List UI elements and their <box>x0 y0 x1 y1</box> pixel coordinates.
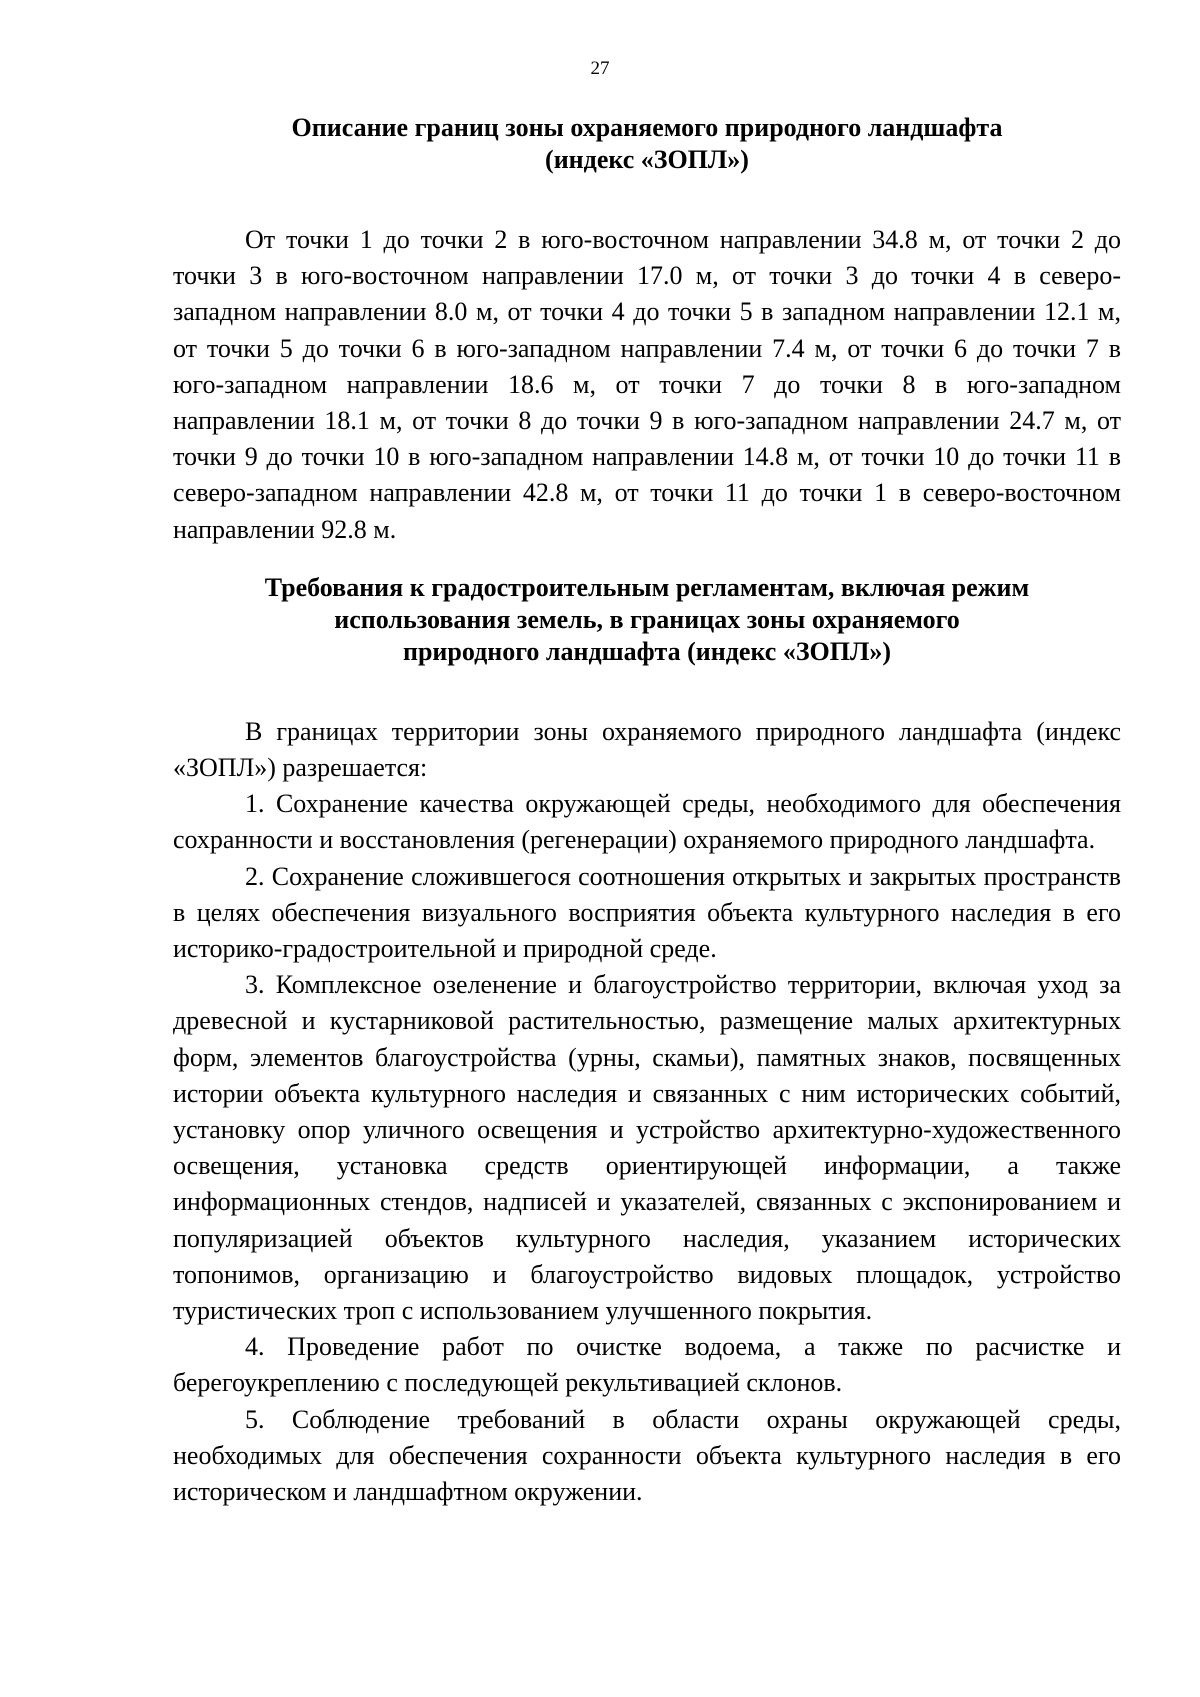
list-item: 5. Соблюдение требований в области охраны окружающей среды, необходимых для обеспечения сохранности объекта культурного наследия в его историческом и ландшафтном окружении. <box>173 1404 1121 1507</box>
page-content <box>173 112 1121 1510</box>
heading-line: (индекс «ЗОПЛ») <box>545 145 749 174</box>
heading-line: природного ландшафта (индекс «ЗОПЛ») <box>402 636 892 666</box>
requirements-intro: В границах территории зоны охраняемого природного ландшафта (индекс «ЗОПЛ») разрешается: <box>173 716 1121 783</box>
heading-line: Описание границ зоны охраняемого природного ландшафта <box>291 113 1003 142</box>
list-item: 3. Комплексное озеленение и благоустройство территории, включая уход за древесной и кустарниковой растительностью, размещение малых архитектурных форм, элементов благоустройства (урны, скамьи), памятных знаков, посвященных истории объекта культурного наследия и связанных с ним исторических событий, установку опор уличного освещения и устройство архитектурно-художественного освещения, установка средств ориентирующей информации, а также информационных стендов, надписей и указателей, связанных с экспонированием и популяризацией объектов культурного наследия, указанием исторических топонимов, организацию и благоустройство видовых площадок, устройство туристических троп с использованием улучшенного покрытия. <box>173 970 1121 1326</box>
boundary-description: От точки 1 до точки 2 в юго-восточном направлении 34.8 м, от точки 2 до точки 3 в юго-восточном направлении 17.0 м, от точки 3 до точки 4 в северо-западном направлении 8.0 м, от точки 4 до точки 5 в западном направлении 12.1 м, от точки 5 до точки 6 в юго-западном направлении 7.4 м, от точки 6 до точки 7 в юго-западном направлении 18.6 м, от точки 7 до точки 8 в юго-западном направлении 18.1 м, от точки 8 до точки 9 в юго-западном направлении 24.7 м, от точки 9 до точки 10 в юго-западном направлении 14.8 м, от точки 10 до точки 11 в северо-западном направлении 42.8 м, от точки 11 до точки 1 в северо-восточном направлении 92.8 м. <box>173 225 1121 544</box>
heading-line: использования земель, в границах зоны охраняемого <box>334 604 960 634</box>
section-heading-boundaries <box>173 112 1121 176</box>
page-number: 27 <box>590 58 610 79</box>
heading-line: Требования к градостроительным регламентам, включая режим <box>264 572 1030 602</box>
list-item: 1. Сохранение качества окружающей среды, необходимого для обеспечения сохранности и восстановления (регенерации) охраняемого природного ландшафта. <box>173 789 1121 855</box>
section-heading-requirements <box>173 572 1121 668</box>
list-item: 4. Проведение работ по очистке водоема, а также по расчистке и берегоукреплению с последующей рекультивацией склонов. <box>173 1332 1121 1398</box>
list-item: 2. Сохранение сложившегося соотношения открытых и закрытых пространств в целях обеспечения визуального восприятия объекта культурного наследия в его историко-градостроительной и природной среде. <box>173 861 1121 964</box>
